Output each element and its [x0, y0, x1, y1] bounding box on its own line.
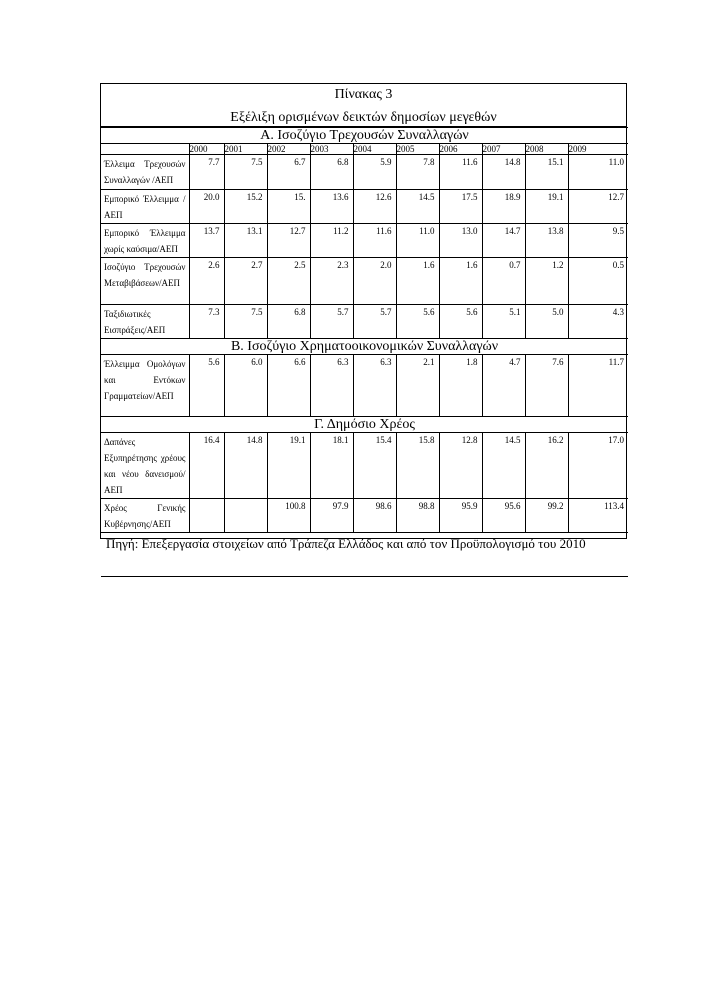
value-cell: 14.7 — [482, 224, 525, 258]
value-cell: 15.4 — [353, 433, 396, 499]
value-cell: 19.1 — [525, 190, 568, 224]
value-cell: 6.7 — [267, 155, 310, 190]
year-cell: 2007 — [482, 144, 525, 155]
value-cell: 7.5 — [224, 305, 267, 339]
row-label: Ισοζύγιο Τρεχουσών Μεταβιβάσεων/ΑΕΠ — [101, 258, 189, 305]
value-cell: 0.7 — [482, 258, 525, 305]
row-label: Έλλειμα Τρεχουσών Συναλλαγών /ΑΕΠ — [101, 155, 189, 190]
value-cell: 113.4 — [568, 499, 628, 533]
value-cell: 95.9 — [439, 499, 482, 533]
value-cell: 1.2 — [525, 258, 568, 305]
value-cell: 6.3 — [353, 355, 396, 417]
section-title: Γ. Δημόσιο Χρέος — [101, 417, 628, 433]
value-cell: 13.0 — [439, 224, 482, 258]
value-cell: 97.9 — [310, 499, 353, 533]
value-cell: 9.5 — [568, 224, 628, 258]
value-cell: 17.0 — [568, 433, 628, 499]
table-row — [101, 355, 628, 417]
year-cell: 2000 — [189, 144, 224, 155]
value-cell: 12.8 — [439, 433, 482, 499]
year-cell: 2006 — [439, 144, 482, 155]
value-cell: 6.8 — [267, 305, 310, 339]
table-row — [101, 258, 628, 305]
value-cell: 98.6 — [353, 499, 396, 533]
table-caption — [101, 84, 626, 127]
value-cell: 12.6 — [353, 190, 396, 224]
value-cell: 98.8 — [396, 499, 439, 533]
table-frame — [100, 83, 627, 551]
value-cell: 12.7 — [267, 224, 310, 258]
value-cell: 2.5 — [267, 258, 310, 305]
value-cell: 2.1 — [396, 355, 439, 417]
value-cell: 100.8 — [267, 499, 310, 533]
value-cell: 11.0 — [396, 224, 439, 258]
corner-cell — [101, 144, 189, 155]
section-header — [101, 417, 628, 433]
value-cell: 5.6 — [396, 305, 439, 339]
table-row — [101, 155, 628, 190]
year-cell: 2009 — [568, 144, 628, 155]
row-label: Εμπορικό Έλλειμμα / ΑΕΠ — [101, 190, 189, 224]
value-cell: 13.8 — [525, 224, 568, 258]
value-cell: 7.7 — [189, 155, 224, 190]
value-cell — [224, 499, 267, 533]
value-cell: 12.7 — [568, 190, 628, 224]
value-cell: 11.7 — [568, 355, 628, 417]
table-row — [101, 499, 628, 533]
value-cell: 5.0 — [525, 305, 568, 339]
value-cell: 95.6 — [482, 499, 525, 533]
section-title: Β. Ισοζύγιο Χρηματοοικονομικών Συναλλαγών — [101, 339, 628, 355]
data-table — [101, 127, 628, 577]
value-cell: 16.4 — [189, 433, 224, 499]
value-cell: 1.6 — [396, 258, 439, 305]
year-header-row — [101, 144, 628, 155]
value-cell: 7.6 — [525, 355, 568, 417]
value-cell — [189, 499, 224, 533]
value-cell: 5.1 — [482, 305, 525, 339]
value-cell: 15.2 — [224, 190, 267, 224]
value-cell: 6.3 — [310, 355, 353, 417]
row-label: Δαπάνες Εξυπηρέτησης χρέους και νέου δανεισμού/ΑΕΠ — [101, 433, 189, 499]
value-cell: 5.6 — [439, 305, 482, 339]
value-cell: 4.7 — [482, 355, 525, 417]
value-cell: 19.1 — [267, 433, 310, 499]
value-cell: 13.7 — [189, 224, 224, 258]
value-cell: 4.3 — [568, 305, 628, 339]
value-cell: 15. — [267, 190, 310, 224]
row-label: Χρέος Γενικής Κυβέρνησης/ΑΕΠ — [101, 499, 189, 533]
value-cell: 5.9 — [353, 155, 396, 190]
value-cell: 2.0 — [353, 258, 396, 305]
table-row — [101, 190, 628, 224]
value-cell: 6.6 — [267, 355, 310, 417]
value-cell: 15.1 — [525, 155, 568, 190]
year-cell: 2005 — [396, 144, 439, 155]
value-cell: 14.5 — [482, 433, 525, 499]
table-row — [101, 305, 628, 339]
value-cell: 7.3 — [189, 305, 224, 339]
value-cell: 6.0 — [224, 355, 267, 417]
year-cell: 2004 — [353, 144, 396, 155]
year-cell: 2002 — [267, 144, 310, 155]
value-cell: 1.8 — [439, 355, 482, 417]
value-cell: 15.8 — [396, 433, 439, 499]
value-cell: 11.6 — [353, 224, 396, 258]
section-header — [101, 339, 628, 355]
year-cell: 2003 — [310, 144, 353, 155]
value-cell: 16.2 — [525, 433, 568, 499]
value-cell: 13.6 — [310, 190, 353, 224]
value-cell: 0.5 — [568, 258, 628, 305]
value-cell: 99.2 — [525, 499, 568, 533]
year-cell: 2001 — [224, 144, 267, 155]
value-cell: 7.5 — [224, 155, 267, 190]
value-cell: 20.0 — [189, 190, 224, 224]
value-cell: 17.5 — [439, 190, 482, 224]
value-cell: 18.1 — [310, 433, 353, 499]
value-cell: 5.7 — [353, 305, 396, 339]
value-cell: 6.8 — [310, 155, 353, 190]
value-cell: 18.9 — [482, 190, 525, 224]
value-cell: 7.8 — [396, 155, 439, 190]
value-cell: 11.0 — [568, 155, 628, 190]
value-cell: 14.5 — [396, 190, 439, 224]
row-label: Εμπορικό Έλλειμμα χωρίς καύσιμα/ΑΕΠ — [101, 224, 189, 258]
value-cell: 1.6 — [439, 258, 482, 305]
value-cell: 5.7 — [310, 305, 353, 339]
section-header — [101, 128, 628, 144]
row-label: Ταξιδιωτικές Εισπράξεις/ΑΕΠ — [101, 305, 189, 339]
value-cell: 11.2 — [310, 224, 353, 258]
caption-number: Πίνακας 3 — [334, 87, 393, 102]
row-label: Έλλειμμα Ομολόγων και Εντόκων Γραμματείων/ΑΕΠ — [101, 355, 189, 417]
value-cell: 13.1 — [224, 224, 267, 258]
year-cell: 2008 — [525, 144, 568, 155]
value-cell: 14.8 — [224, 433, 267, 499]
value-cell: 2.7 — [224, 258, 267, 305]
source-row — [101, 533, 628, 577]
caption-title: Εξέλιξη ορισμένων δεικτών δημοσίων μεγεθών — [230, 110, 497, 125]
value-cell: 11.6 — [439, 155, 482, 190]
value-cell: 2.3 — [310, 258, 353, 305]
value-cell: 2.6 — [189, 258, 224, 305]
source-note: Πηγή: Επεξεργασία στοιχείων από Τράπεζα Ελλάδος και από τον Προϋπολογισμό του 2010 — [101, 533, 628, 577]
section-title: Α. Ισοζύγιο Τρεχουσών Συναλλαγών — [101, 128, 628, 144]
value-cell: 14.8 — [482, 155, 525, 190]
table-row — [101, 433, 628, 499]
table-row — [101, 224, 628, 258]
value-cell: 5.6 — [189, 355, 224, 417]
